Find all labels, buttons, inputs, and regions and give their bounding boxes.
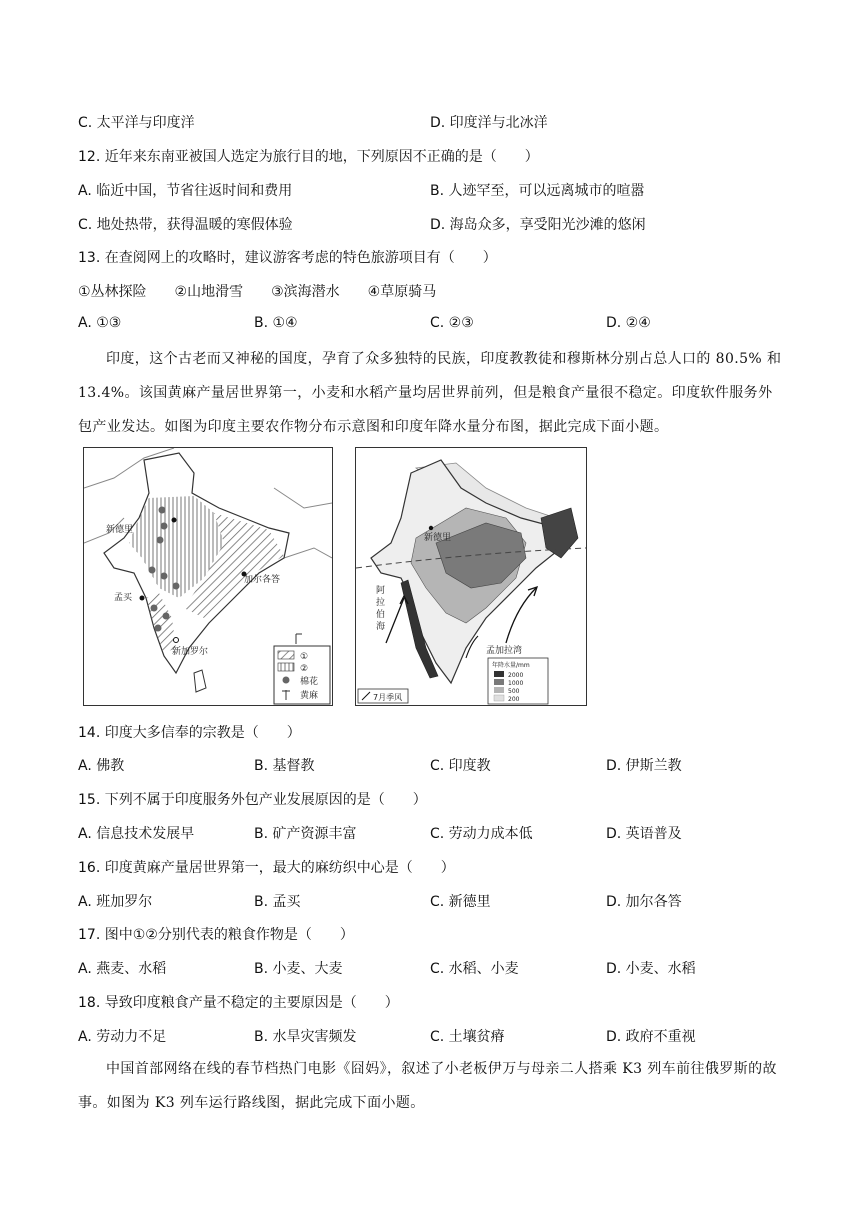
arabian-sea-3: 伯 [376, 610, 386, 620]
rain-legend-500: 500 [508, 688, 520, 695]
legend-cotton: 棉花 [300, 677, 319, 687]
q14-stem: 14. 印度大多信奉的宗教是（ ） [78, 725, 301, 741]
q17-option-a: A. 燕麦、水稻 [78, 961, 167, 977]
q12-option-a: A. 临近中国，节省往返时间和费用 [78, 183, 293, 199]
q17-option-d: D. 小麦、水稻 [606, 961, 696, 977]
rain-legend-2000: 2000 [508, 672, 524, 679]
legend-one: ① [300, 652, 309, 662]
india-rainfall-map [355, 447, 587, 706]
legend-jute: 黄麻 [300, 691, 319, 701]
q14-option-a: A. 佛教 [78, 758, 125, 774]
rain-legend-200: 200 [508, 696, 520, 703]
q18-option-c: C. 土壤贫瘠 [430, 1029, 505, 1045]
q14-option-c: C. 印度教 [430, 758, 491, 774]
q18-option-a: A. 劳动力不足 [78, 1029, 167, 1045]
q11-option-d: D. 印度洋与北冰洋 [430, 115, 548, 131]
q13-option-d: D. ②④ [606, 315, 651, 331]
city-delhi-rain: 新德里 [424, 533, 452, 543]
q14-option-b: B. 基督教 [254, 758, 315, 774]
city-kolkata: 加尔各答 [244, 575, 281, 585]
q12-stem: 12. 近年来东南亚被国人选定为旅行目的地，下列原因不正确的是（ ） [78, 149, 539, 165]
q12-option-c: C. 地处热带，获得温暖的寒假体验 [78, 217, 293, 233]
arabian-sea-1: 阿 [376, 586, 386, 596]
q15-option-d: D. 英语普及 [606, 826, 682, 842]
q15-option-b: B. 矿产资源丰富 [254, 826, 357, 842]
city-bangalore: 新加罗尔 [172, 647, 209, 657]
q18-option-d: D. 政府不重视 [606, 1029, 696, 1045]
rain-legend-title: 年降水量/mm [492, 662, 530, 669]
city-mumbai: 孟买 [114, 593, 133, 603]
q13-option-b: B. ①④ [254, 315, 298, 331]
q12-option-b: B. 人迹罕至，可以远离城市的喧嚣 [430, 183, 645, 199]
monsoon-legend: 7月季风 [373, 693, 403, 702]
q13-stem: 13. 在查阅网上的攻略时，建议游客考虑的特色旅游项目有（ ） [78, 250, 497, 266]
q17-option-b: B. 小麦、大麦 [254, 961, 343, 977]
india-crop-map [83, 447, 333, 706]
legend-two: ② [300, 664, 309, 674]
q15-option-a: A. 信息技术发展早 [78, 826, 195, 842]
arabian-sea-4: 海 [376, 622, 386, 632]
q11-option-c: C. 太平洋与印度洋 [78, 115, 195, 131]
q13-items: ①丛林探险 ②山地滑雪 ③滨海潜水 ④草原骑马 [78, 284, 437, 300]
city-delhi: 新德里 [106, 525, 134, 535]
q15-option-c: C. 劳动力成本低 [430, 826, 533, 842]
q17-stem: 17. 图中①②分别代表的粮食作物是（ ） [78, 927, 354, 943]
q18-stem: 18. 导致印度粮食产量不稳定的主要原因是（ ） [78, 995, 399, 1011]
q16-option-b: B. 孟买 [254, 894, 301, 910]
q16-option-c: C. 新德里 [430, 894, 491, 910]
q17-option-c: C. 水稻、小麦 [430, 961, 519, 977]
q16-option-a: A. 班加罗尔 [78, 894, 153, 910]
q15-stem: 15. 下列不属于印度服务外包产业发展原因的是（ ） [78, 792, 427, 808]
passage-k3-train: 中国首部网络在线的春节档热门电影《囧妈》，叙述了小老板伊万与母亲二人搭乘 K3 列车前往俄罗斯的故事。如图为 K3 列车运行路线图，据此完成下面小题。 [78, 1061, 777, 1111]
bay-of-bengal: 孟加拉湾 [486, 646, 523, 656]
q14-option-d: D. 伊斯兰教 [606, 758, 682, 774]
rain-legend-1000: 1000 [508, 680, 524, 687]
passage-india: 印度，这个古老而又神秘的国度，孕育了众多独特的民族，印度教教徒和穆斯林分别占总人口的 80.5% 和 13.4%。该国黄麻产量居世界第一，小麦和水稻产量均居世界前列，但是粮食产量很不稳定。印度软件服务外包产业发达。如图为印度主要农作物分布示意图和印度年降水量分布图，据此完成下面小题。 [78, 351, 782, 435]
q16-option-d: D. 加尔各答 [606, 894, 682, 910]
q13-option-c: C. ②③ [430, 315, 474, 331]
q13-option-a: A. ①③ [78, 315, 122, 331]
q18-option-b: B. 水旱灾害频发 [254, 1029, 357, 1045]
q12-option-d: D. 海岛众多，享受阳光沙滩的悠闲 [430, 217, 646, 233]
q16-stem: 16. 印度黄麻产量居世界第一，最大的麻纺织中心是（ ） [78, 860, 455, 876]
arabian-sea-2: 拉 [376, 598, 386, 608]
